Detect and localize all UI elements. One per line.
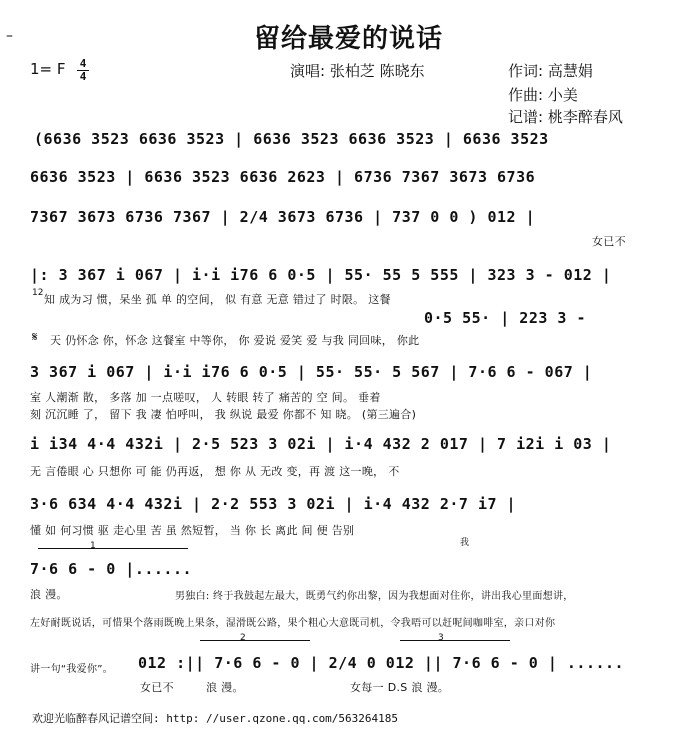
lyric-row-5b: 我	[460, 538, 470, 548]
singer-credit: 演唱: 张柏芝 陈晓东	[290, 62, 425, 80]
lyric-row-3a: 室 人潮渐 散， 多落 加 一点嗟叹， 人 转眼 转了 痛苦的 空 间。 垂着	[30, 391, 381, 404]
ending-lyric-a: 女已不	[140, 681, 174, 694]
spoken-monologue-2: 左好耐既说话，可惜果个落雨既晚上果条，湿滑既公路，果个粗心大意既司机，令我唔可以赶呢间咖啡室，亲口对你	[30, 618, 556, 629]
lyric-row-4: 无 言倦眼 心 只想你 可 能 仍再返， 想 你 从 无改 变，再 渡 这一晚， 不	[30, 465, 400, 478]
notation-line-2: 6636 3523 | 6636 3523 6636 2623 | 6736 7367 3673 6736	[30, 168, 536, 186]
key-signature: 1= F	[30, 60, 66, 78]
lyric-row-1: 知 成为习 惯，呆坐 孤 单 的空间， 似 有意 无意 错过了 时限。 这餐	[44, 293, 391, 306]
time-sig-top: 4	[79, 57, 87, 70]
lyric-row-3b: 刻 沉沉睡 了， 留下 我 凄 怕呼叫， 我 纵说 最爱 你都不 知 晓。 (第三遍合)	[30, 408, 417, 421]
notation-line-8: 3·6 634 4·4 432i | 2·2 553 3 02i | i·4 432 2·7 i7 |	[30, 495, 517, 513]
lyricist-credit: 作词: 高慧娟	[508, 62, 593, 80]
footer-link-text: 欢迎光临醉春风记谱空间: http: //user.qzone.qq.com/563264185	[32, 712, 399, 725]
time-sig-bottom: 4	[79, 70, 87, 83]
lyric-row-5: 懂 如 何习惯 驱 走心里 苦 虽 然短暂， 当 你 长 离此 间 便 告别	[30, 524, 355, 537]
notation-line-6: 3 367 i 067 | i·i i76 6 0·5 | 55· 55· 5 567 | 7·6 6 - 067 |	[30, 363, 593, 381]
volta-1-label: 1	[90, 541, 96, 551]
lyric-row-6: 浪 漫。	[30, 588, 68, 601]
spoken-monologue-3: 讲一句“我爱你”。	[30, 664, 114, 675]
spoken-monologue-1: 男独白: 终于我鼓起左最大，既勇气约你出黎，因为我想面对住你，讲出我心里面想讲，	[175, 591, 574, 602]
segno-sign: 𝄋	[32, 330, 38, 345]
volta-3-label: 3	[438, 633, 444, 643]
volta-2-label: 2	[240, 633, 246, 643]
ending-lyric-b: 浪 漫。	[206, 681, 244, 694]
notation-line-3: 7367 3673 6736 7367 | 2/4 3673 6736 | 737 0 0 ) 012 |	[30, 208, 536, 226]
composer-credit: 作曲: 小美	[508, 86, 578, 104]
volta-3-line	[400, 640, 510, 641]
volta-1-line	[38, 548, 188, 549]
transcriber-credit: 记谱: 桃李醉春风	[508, 108, 623, 126]
notation-line-5: 0·5 55· | 223 3 -	[424, 309, 587, 327]
measure-number: 12	[32, 288, 44, 298]
song-title: 留给最爱的说话	[254, 24, 444, 54]
notation-line-10: 012 :|| 7·6 6 - 0 | 2/4 0 012 || 7·6 6 - 0 | ......	[138, 654, 625, 672]
intro-pickup-lyric: 女已不	[592, 235, 626, 248]
notation-line-4: |: 3 367 i 067 | i·i i76 6 0·5 | 55· 55 5 555 | 323 3 - 012 |	[30, 266, 612, 284]
ending-lyric-c: 女每一 D.S 浪 漫。	[350, 681, 450, 694]
notation-line-1: (6636 3523 6636 3523 | 6636 3523 6636 3523 | 6636 3523	[34, 130, 549, 148]
volta-2-line	[200, 640, 310, 641]
corner-dash: –	[6, 28, 13, 44]
lyric-row-2: 天 仍怀念 你，怀念 这餐室 中等你， 你 爱说 爱笑 爱 与我 同回味， 你此	[50, 334, 420, 347]
notation-line-7: i i34 4·4 432i | 2·5 523 3 02i | i·4 432 2 017 | 7 i2i i 03 |	[30, 435, 612, 453]
notation-line-9: 7·6 6 - 0 |......	[30, 560, 193, 578]
time-signature	[77, 59, 89, 82]
